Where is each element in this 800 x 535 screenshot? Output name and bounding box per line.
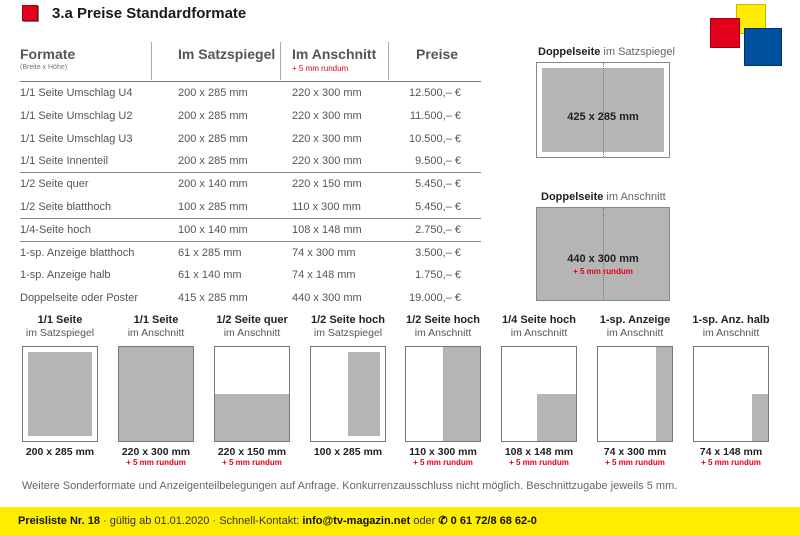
format-title: 1/2 Seite hoch xyxy=(311,314,385,326)
format-subtitle: im Anschnitt xyxy=(510,327,568,339)
row-price: 19.000,– € xyxy=(409,292,461,305)
row-anschnitt: 220 x 150 mm xyxy=(292,178,362,191)
row-price: 1.750,– € xyxy=(415,269,461,282)
format-extra: + 5 mm rundum xyxy=(605,458,665,467)
format-thumbnail xyxy=(116,314,196,467)
table-row xyxy=(20,150,481,173)
format-fill-area xyxy=(752,394,768,441)
page-title: 3.a Preise Standardformate xyxy=(52,5,247,22)
format-title: 1/1 Seite xyxy=(133,314,179,326)
format-thumbnail xyxy=(595,314,675,467)
row-format-name: 1-sp. Anzeige blatthoch xyxy=(20,246,135,259)
table-row xyxy=(20,173,481,196)
row-satzspiegel: 100 x 285 mm xyxy=(178,200,248,213)
format-size: 108 x 148 mm xyxy=(504,446,574,458)
col-anschnitt-sub: + 5 mm rundum xyxy=(292,64,349,73)
row-satzspiegel: 200 x 285 mm xyxy=(178,109,248,122)
format-subtitle: im Anschnitt xyxy=(702,327,760,339)
row-satzspiegel: 415 x 285 mm xyxy=(178,292,248,305)
row-format-name: 1-sp. Anzeige halb xyxy=(20,269,111,282)
row-format-name: 1/1 Seite Umschlag U3 xyxy=(20,132,133,145)
format-size: 200 x 285 mm xyxy=(25,446,95,458)
doppelseite-satzspiegel-diagram xyxy=(536,62,670,158)
format-title: 1/2 Seite hoch xyxy=(406,314,480,326)
row-anschnitt: 220 x 300 mm xyxy=(292,109,362,122)
format-subtitle: im Anschnitt xyxy=(606,327,664,339)
format-thumbnail xyxy=(499,314,579,467)
format-fill-area xyxy=(537,394,576,441)
row-format-name: 1/1 Seite Innenteil xyxy=(20,155,109,168)
footer-email[interactable]: info@tv-magazin.net xyxy=(302,515,411,527)
row-format-name: 1/1 Seite Umschlag U4 xyxy=(20,87,133,99)
row-anschnitt: 220 x 300 mm xyxy=(292,87,362,99)
format-size: 110 x 300 mm xyxy=(409,446,477,458)
format-diagram xyxy=(405,346,481,442)
footer-or: oder xyxy=(410,515,439,527)
format-fill-area xyxy=(443,347,480,441)
row-format-name: Doppelseite oder Poster xyxy=(20,292,139,305)
col-anschnitt: Im Anschnitt xyxy=(292,46,377,62)
doppelseite-anschnitt-diagram xyxy=(536,207,670,301)
format-fill-area xyxy=(119,347,193,441)
divider xyxy=(388,42,389,80)
row-price: 10.500,– € xyxy=(409,132,461,145)
row-satzspiegel: 200 x 140 mm xyxy=(178,178,248,191)
doppelseite-satzspiegel-title: Doppelseite im Satzspiegel xyxy=(538,46,675,58)
format-title: 1-sp. Anzeige xyxy=(599,314,671,326)
row-price: 2.750,– € xyxy=(415,223,461,236)
footer-validity: · gültig ab 01.01.2020 · Schnell-Kontakt: xyxy=(99,515,303,527)
col-preise: Preise xyxy=(416,46,459,62)
divider xyxy=(151,42,152,80)
table-row xyxy=(20,82,481,105)
row-format-name: 1/2 Seite quer xyxy=(20,178,89,191)
phone-icon: ✆ xyxy=(438,515,448,527)
note-text: Weitere Sonderformate und Anzeigenteilbelegungen auf Anfrage. Konkurrenzausschluss nicht möglich. Beschnittzugabe jeweils 5 mm. xyxy=(22,480,678,492)
row-format-name: 1/2 Seite blatthoch xyxy=(20,200,112,213)
table-header xyxy=(20,40,481,82)
row-satzspiegel: 61 x 285 mm xyxy=(178,246,242,259)
format-extra: + 5 mm rundum xyxy=(126,458,186,467)
row-satzspiegel: 200 x 285 mm xyxy=(178,132,248,145)
format-thumbnail xyxy=(308,314,388,458)
format-title: 1/4 Seite hoch xyxy=(502,314,576,326)
table-row xyxy=(20,264,481,287)
format-subtitle: im Anschnitt xyxy=(414,327,472,339)
format-size: 220 x 300 mm xyxy=(121,446,191,458)
table-row xyxy=(20,242,481,265)
row-anschnitt: 110 x 300 mm xyxy=(292,200,361,213)
format-thumbnail xyxy=(691,314,771,467)
col-formate: Formate xyxy=(20,46,76,62)
row-anschnitt: 74 x 300 mm xyxy=(292,246,356,259)
doppelseite-anschnitt-extra: + 5 mm rundum xyxy=(573,267,633,276)
logo-icon xyxy=(710,4,786,66)
table-row xyxy=(20,287,481,310)
footer-label: Preisliste Nr. 18 xyxy=(18,515,100,527)
row-price: 5.450,– € xyxy=(415,178,461,191)
row-anschnitt: 220 x 300 mm xyxy=(292,132,362,145)
row-anschnitt: 74 x 148 mm xyxy=(292,269,356,282)
header-bullet-icon xyxy=(22,5,38,21)
format-fill-area xyxy=(348,352,380,436)
format-diagram xyxy=(693,346,769,442)
format-diagram xyxy=(310,346,386,442)
table-row xyxy=(20,128,481,151)
doppelseite-satzspiegel-size: 425 x 285 mm xyxy=(567,111,639,123)
col-formate-sub: (Breite x Höhe) xyxy=(20,64,68,71)
format-subtitle: im Satzspiegel xyxy=(313,327,383,339)
table-row xyxy=(20,105,481,128)
doppelseite-anschnitt-title: Doppelseite im Anschnitt xyxy=(541,191,666,203)
format-subtitle: im Satzspiegel xyxy=(25,327,95,339)
row-price: 11.500,– € xyxy=(409,109,461,122)
footer-phone[interactable]: 0 61 72/8 68 62-0 xyxy=(447,515,537,527)
row-anschnitt: 220 x 300 mm xyxy=(292,155,362,168)
col-satzspiegel: Im Satzspiegel xyxy=(178,46,276,62)
row-satzspiegel: 200 x 285 mm xyxy=(178,155,248,168)
row-price: 3.500,– € xyxy=(415,246,461,259)
row-price: 12.500,– € xyxy=(409,87,461,99)
doppelseite-anschnitt-size: 440 x 300 mm xyxy=(567,253,639,265)
format-size: 74 x 148 mm xyxy=(699,446,763,458)
format-size: 100 x 285 mm xyxy=(313,446,383,458)
format-diagram xyxy=(22,346,98,442)
format-diagram xyxy=(597,346,673,442)
format-diagram xyxy=(501,346,577,442)
divider xyxy=(280,42,281,80)
format-fill-area xyxy=(656,347,672,441)
format-thumbnail xyxy=(403,314,483,467)
format-size: 74 x 300 mm xyxy=(603,446,667,458)
format-title: 1/1 Seite xyxy=(37,314,83,326)
row-format-name: 1/4-Seite hoch xyxy=(20,223,91,236)
format-thumbnail xyxy=(212,314,292,467)
row-satzspiegel: 61 x 140 mm xyxy=(178,269,242,282)
row-price: 5.450,– € xyxy=(415,200,461,213)
format-fill-area xyxy=(215,394,289,441)
format-size: 220 x 150 mm xyxy=(217,446,287,458)
format-thumbnail xyxy=(20,314,100,458)
row-price: 9.500,– € xyxy=(415,155,461,168)
format-extra: + 5 mm rundum xyxy=(222,458,282,467)
format-fill-area xyxy=(28,352,92,436)
table-row xyxy=(20,196,481,219)
format-subtitle: im Anschnitt xyxy=(127,327,185,339)
format-extra: + 5 mm rundum xyxy=(701,458,761,467)
row-satzspiegel: 100 x 140 mm xyxy=(178,223,248,236)
row-anschnitt: 108 x 148 mm xyxy=(292,223,362,236)
format-extra: + 5 mm rundum xyxy=(509,458,569,467)
format-extra: + 5 mm rundum xyxy=(413,458,473,467)
format-diagram xyxy=(214,346,290,442)
table-row xyxy=(20,219,481,242)
format-diagram xyxy=(118,346,194,442)
row-satzspiegel: 200 x 285 mm xyxy=(178,87,248,99)
row-anschnitt: 440 x 300 mm xyxy=(292,292,362,305)
format-subtitle: im Anschnitt xyxy=(223,327,281,339)
price-table xyxy=(20,40,481,310)
footer-bar xyxy=(0,507,800,535)
row-format-name: 1/1 Seite Umschlag U2 xyxy=(20,109,133,122)
format-title: 1/2 Seite quer xyxy=(216,314,288,326)
format-title: 1-sp. Anz. halb xyxy=(692,314,770,326)
